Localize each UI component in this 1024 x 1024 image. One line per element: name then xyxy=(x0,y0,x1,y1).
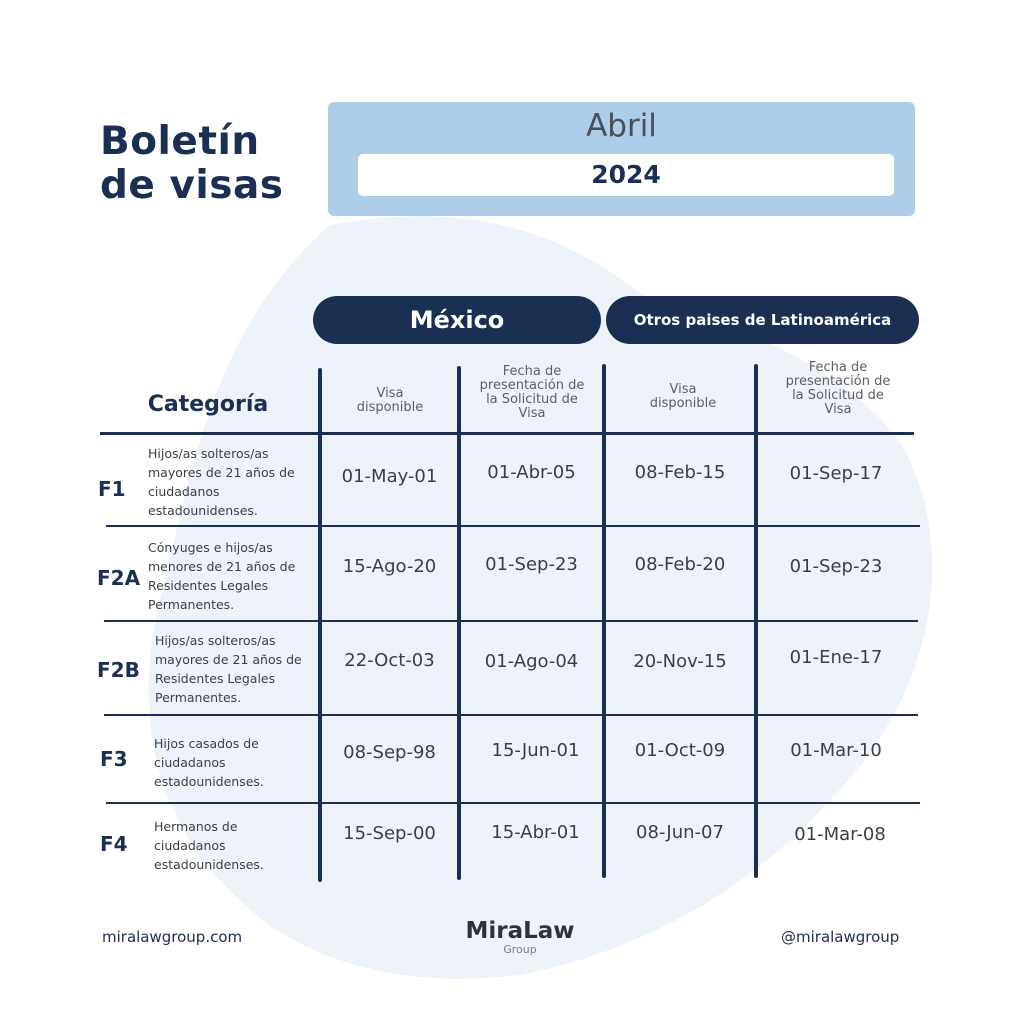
desc-line: mayores de 21 años de xyxy=(155,652,302,667)
mexico-group-header: México xyxy=(313,296,601,344)
page-title xyxy=(100,120,283,208)
value-cell: 08-Feb-15 xyxy=(634,462,726,483)
desc-line: estadounidenses. xyxy=(154,774,264,789)
value-cell: 15-Ago-20 xyxy=(342,556,437,577)
row-code-f4: F4 xyxy=(100,832,128,856)
miralaw-logo xyxy=(440,918,600,956)
otros-fecha-header xyxy=(762,361,914,417)
header-line: presentación de xyxy=(785,374,891,389)
desc-line: menores de 21 años de xyxy=(148,559,296,574)
value-cell: 15-Sep-00 xyxy=(343,823,436,844)
header-line: Fecha de xyxy=(502,364,562,379)
desc-line: ciudadanos xyxy=(154,755,226,770)
otros-visa-header xyxy=(610,383,756,411)
title-line-2: de visas xyxy=(100,163,284,208)
year-label: 2024 xyxy=(358,154,894,196)
logo-sub-text: Group xyxy=(503,943,537,956)
desc-line: estadounidenses. xyxy=(148,503,258,518)
value-cell: 01-Mar-10 xyxy=(790,740,882,761)
desc-line: estadounidenses. xyxy=(154,857,264,872)
value-cell: 01-Sep-23 xyxy=(485,554,578,575)
value-cell: 01-Mar-08 xyxy=(794,824,886,845)
header-line: disponible xyxy=(356,400,424,415)
categoria-header: Categoría xyxy=(147,392,269,417)
row-code-f2a: F2A xyxy=(97,566,141,590)
desc-line: Hijos/as solteros/as xyxy=(155,633,276,648)
row-desc-f4 xyxy=(154,817,264,874)
value-cell: 01-Sep-17 xyxy=(789,463,883,484)
header-line: Visa xyxy=(824,402,852,417)
row-code-f1: F1 xyxy=(98,477,126,501)
desc-line: mayores de 21 años de xyxy=(148,465,295,480)
logo-main-text: MiraLaw xyxy=(465,918,575,944)
header-line: la Solicitud de xyxy=(486,392,578,407)
website-link[interactable]: miralawgroup.com xyxy=(102,928,243,946)
header-line: Visa xyxy=(669,382,697,397)
value-cell: 08-Sep-98 xyxy=(343,742,436,763)
row-desc-f2a xyxy=(148,538,295,614)
value-cell: 08-Feb-20 xyxy=(634,554,726,575)
row-code-f3: F3 xyxy=(100,747,128,771)
header-line: Fecha de xyxy=(808,360,868,375)
row-divider xyxy=(104,714,918,716)
row-code-f2b: F2B xyxy=(97,658,140,682)
value-cell: 01-Ago-04 xyxy=(484,651,579,672)
row-desc-f1 xyxy=(148,444,295,520)
desc-line: Hijos/as solteros/as xyxy=(148,446,269,461)
otros-group-header: Otros paises de Latinoamérica xyxy=(606,296,919,344)
value-cell: 01-Sep-23 xyxy=(789,556,883,577)
desc-line: Hermanos de xyxy=(154,819,238,834)
header-line: Visa xyxy=(376,386,404,401)
row-divider xyxy=(106,802,920,804)
row-divider xyxy=(104,620,918,622)
month-label: Abril xyxy=(586,108,657,144)
header-divider xyxy=(100,432,914,435)
header-line: la Solicitud de xyxy=(792,388,884,403)
value-cell: 01-May-01 xyxy=(341,466,438,487)
column-divider xyxy=(318,368,322,882)
row-desc-f3 xyxy=(154,734,264,791)
desc-line: Permanentes. xyxy=(155,690,242,705)
desc-line: Cónyuges e hijos/as xyxy=(148,540,273,555)
date-box xyxy=(328,102,915,216)
desc-line: Residentes Legales xyxy=(148,578,269,593)
header-line: disponible xyxy=(649,396,717,411)
desc-line: ciudadanos xyxy=(148,484,220,499)
mexico-visa-header xyxy=(325,387,455,415)
value-cell: 01-Abr-05 xyxy=(487,462,576,483)
desc-line: ciudadanos xyxy=(154,838,226,853)
desc-line: Permanentes. xyxy=(148,597,235,612)
row-desc-f2b xyxy=(155,631,302,707)
value-cell: 08-Jun-07 xyxy=(636,822,724,843)
value-cell: 01-Oct-09 xyxy=(634,740,726,761)
desc-line: Residentes Legales xyxy=(155,671,276,686)
value-cell: 15-Abr-01 xyxy=(491,822,580,843)
row-divider xyxy=(106,525,920,527)
title-line-1: Boletín xyxy=(100,119,260,164)
value-cell: 01-Ene-17 xyxy=(789,647,883,668)
desc-line: Hijos casados de xyxy=(154,736,259,751)
header-line: presentación de xyxy=(479,378,585,393)
value-cell: 22-Oct-03 xyxy=(344,650,435,671)
value-cell: 20-Nov-15 xyxy=(633,651,727,672)
social-handle[interactable]: @miralawgroup xyxy=(781,928,900,946)
mexico-fecha-header xyxy=(464,365,600,421)
header-line: Visa xyxy=(518,406,546,421)
value-cell: 15-Jun-01 xyxy=(491,740,580,761)
